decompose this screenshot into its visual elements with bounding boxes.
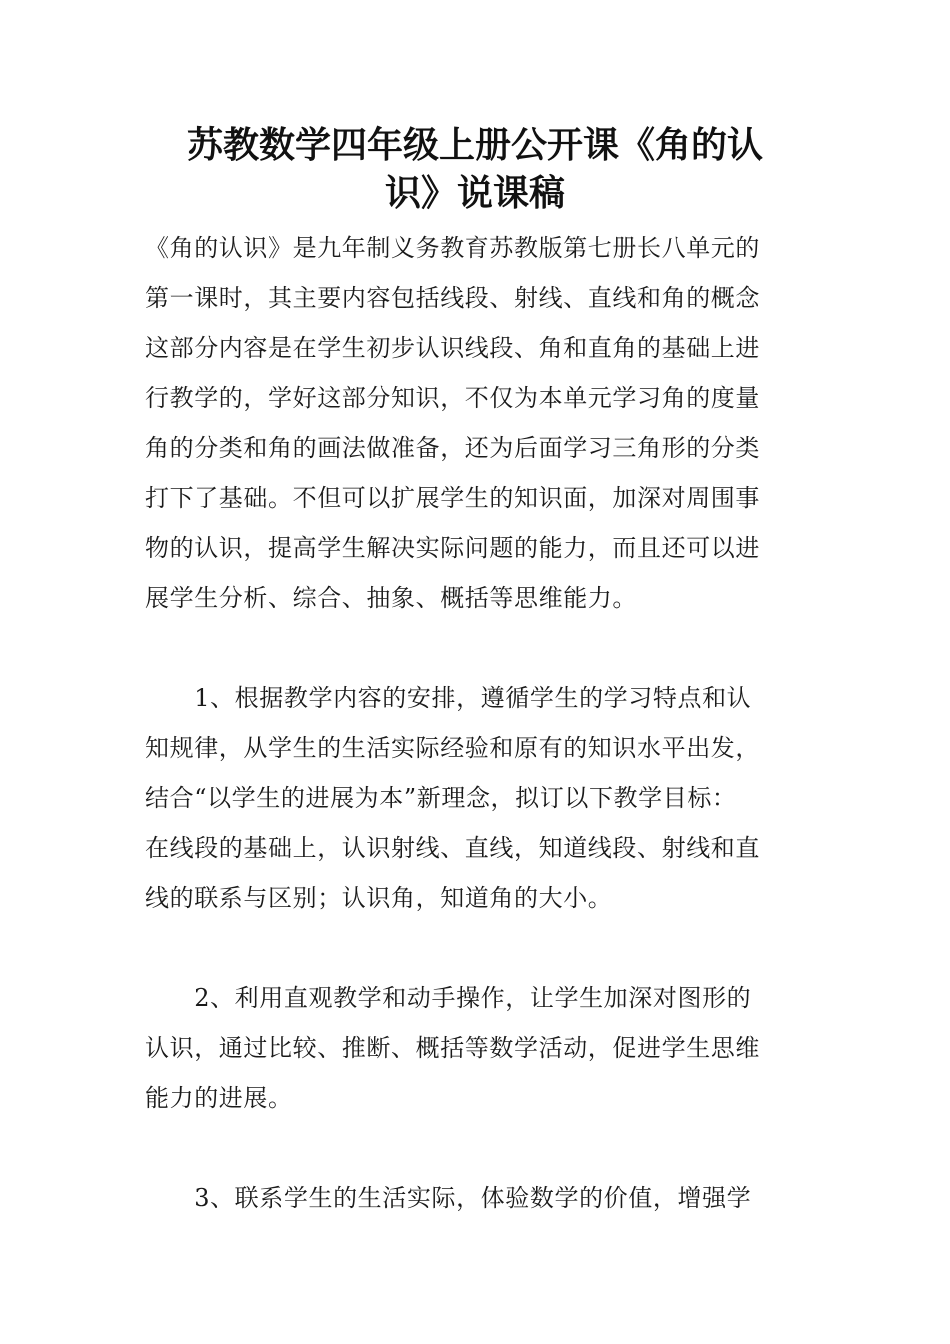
goal1-line-1: 1、根据教学内容的安排，遵循学生的学习特点和认: [145, 684, 752, 712]
goal2-line-3: 能力的进展。: [145, 1084, 293, 1112]
goal1-line-4: 在线段的基础上，认识射线、直线，知道线段、射线和直: [145, 834, 760, 862]
goal3-line-1: 3、联系学生的生活实际，体验数学的价值，增强学: [145, 1184, 752, 1212]
goal2-line-2: 认识，通过比较、推断、概括等数学活动，促进学生思维: [145, 1034, 760, 1062]
intro-line-6: 打下了基础。不但可以扩展学生的知识面，加深对周围事: [145, 484, 760, 512]
goal1-line-3: 结合“以学生的进展为本”新理念，拟订以下教学目标：: [145, 784, 737, 812]
intro-line-1: 《角的认识》是九年制义务教育苏教版第七册长八单元的: [145, 234, 760, 262]
goal1-line-5: 线的联系与区别；认识角，知道角的大小。: [145, 884, 613, 912]
goal2-line-1: 2、利用直观教学和动手操作，让学生加深对图形的: [145, 984, 752, 1012]
intro-line-2: 第一课时，其主要内容包括线段、射线、直线和角的概念: [145, 284, 760, 312]
title-line-1: 苏教数学四年级上册公开课《角的认: [186, 125, 763, 166]
intro-line-4: 行教学的，学好这部分知识，不仅为本单元学习角的度量: [145, 384, 760, 412]
goal1-line-2: 知规律，从学生的生活实际经验和原有的知识水平出发，: [145, 734, 760, 762]
intro-line-7: 物的认识，提高学生解决实际问题的能力，而且还可以进: [145, 534, 760, 562]
intro-line-5: 角的分类和角的画法做准备，还为后面学习三角形的分类: [145, 434, 760, 462]
intro-line-3: 这部分内容是在学生初步认识线段、角和直角的基础上进: [145, 334, 760, 362]
document-title: [145, 122, 805, 218]
intro-line-8: 展学生分析、综合、抽象、概括等思维能力。: [145, 584, 637, 612]
title-line-2: 识》说课稿: [384, 173, 565, 214]
